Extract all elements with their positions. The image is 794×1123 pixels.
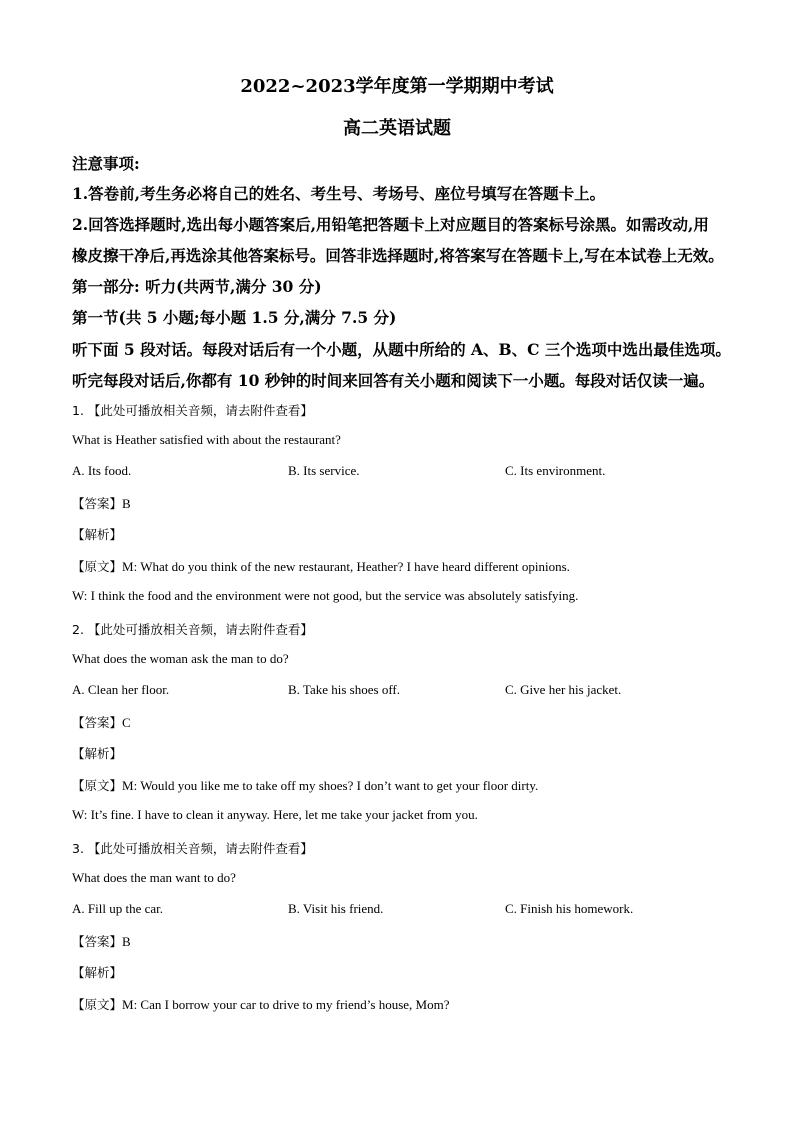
question-1-transcript-2: W: I think the food and the environment were not good, but the service was absolutely satisfying. [72, 588, 579, 603]
transcript-text: M: What do you think of the new restaurant, Heather? I have heard different opinions. [122, 559, 570, 574]
question-1-analysis: 【解析】 [72, 527, 123, 542]
question-1-header [72, 401, 313, 419]
section-instruction-2: 听完每段对话后,你都有 10 秒钟的时间来回答有关小题和阅读下一小题。每段对话仅读一遍。 [72, 371, 715, 390]
answer-label: 【答案】 [72, 496, 123, 511]
question-number: 1. [72, 403, 84, 418]
notes-item-2a: 2.回答选择题时,选出每小题答案后,用铅笔把答题卡上对应题目的答案标号涂黑。如需改动,用 [72, 215, 709, 234]
question-3-analysis: 【解析】 [72, 965, 123, 980]
answer-label: 【答案】 [72, 715, 123, 730]
transcript-label: 【原文】 [72, 997, 123, 1012]
transcript-label: 【原文】 [72, 559, 123, 574]
section-subsection-heading: 第一节(共 5 小题;每小题 1.5 分,满分 7.5 分) [72, 308, 397, 327]
audio-placeholder: 【此处可播放相关音频，请去附件查看】 [87, 403, 313, 418]
question-1-option-b: B. Its service. [288, 463, 360, 478]
question-3-option-a: A. Fill up the car. [72, 901, 163, 916]
section-part-heading: 第一部分: 听力(共两节,满分 30 分) [72, 277, 322, 296]
transcript-text: M: Would you like me to take off my shoes? I don’t want to get your floor dirty. [122, 778, 539, 793]
exam-title: 2022~2023学年度第一学期期中考试 [240, 76, 554, 97]
transcript-text: M: Can I borrow your car to drive to my friend’s house, Mom? [122, 997, 450, 1012]
transcript-label: 【原文】 [72, 778, 123, 793]
question-2-prompt: What does the woman ask the man to do? [72, 651, 289, 666]
answer-value: C [122, 715, 131, 730]
question-number: 3. [72, 841, 84, 856]
question-1-answer [72, 494, 131, 513]
question-1-prompt: What is Heather satisfied with about the restaurant? [72, 432, 341, 447]
question-3-transcript-1 [72, 995, 449, 1014]
question-3-option-b: B. Visit his friend. [288, 901, 384, 916]
question-3-answer [72, 932, 131, 951]
answer-value: B [122, 496, 131, 511]
question-2-transcript-1 [72, 776, 538, 795]
question-1-transcript-1 [72, 557, 570, 576]
audio-placeholder: 【此处可播放相关音频，请去附件查看】 [87, 841, 313, 856]
section-instruction-1: 听下面 5 段对话。每段对话后有一个小题，从题中所给的 A、B、C 三个选项中选出最佳选项。 [72, 340, 731, 359]
question-2-header [72, 620, 313, 638]
question-2-transcript-2: W: It’s fine. I have to clean it anyway. Here, let me take your jacket from you. [72, 807, 478, 822]
question-1-option-c: C. Its environment. [505, 463, 606, 478]
notes-item-1: 1.答卷前,考生务必将自己的姓名、考生号、考场号、座位号填写在答题卡上。 [72, 184, 606, 203]
question-3-prompt: What does the man want to do? [72, 870, 236, 885]
question-1-option-a: A. Its food. [72, 463, 132, 478]
question-2-analysis: 【解析】 [72, 746, 123, 761]
answer-value: B [122, 934, 131, 949]
question-3-header [72, 839, 313, 857]
question-2-answer [72, 713, 131, 732]
question-2-option-b: B. Take his shoes off. [288, 682, 400, 697]
answer-label: 【答案】 [72, 934, 123, 949]
question-2-option-c: C. Give her his jacket. [505, 682, 622, 697]
exam-subtitle: 高二英语试题 [343, 118, 451, 139]
question-3-option-c: C. Finish his homework. [505, 901, 634, 916]
question-2-option-a: A. Clean her floor. [72, 682, 170, 697]
audio-placeholder: 【此处可播放相关音频，请去附件查看】 [87, 622, 313, 637]
notes-heading: 注意事项: [72, 154, 140, 173]
notes-item-2b: 橡皮擦干净后,再选涂其他答案标号。回答非选择题时,将答案写在答题卡上,写在本试卷上无效。 [72, 246, 724, 265]
question-number: 2. [72, 622, 84, 637]
